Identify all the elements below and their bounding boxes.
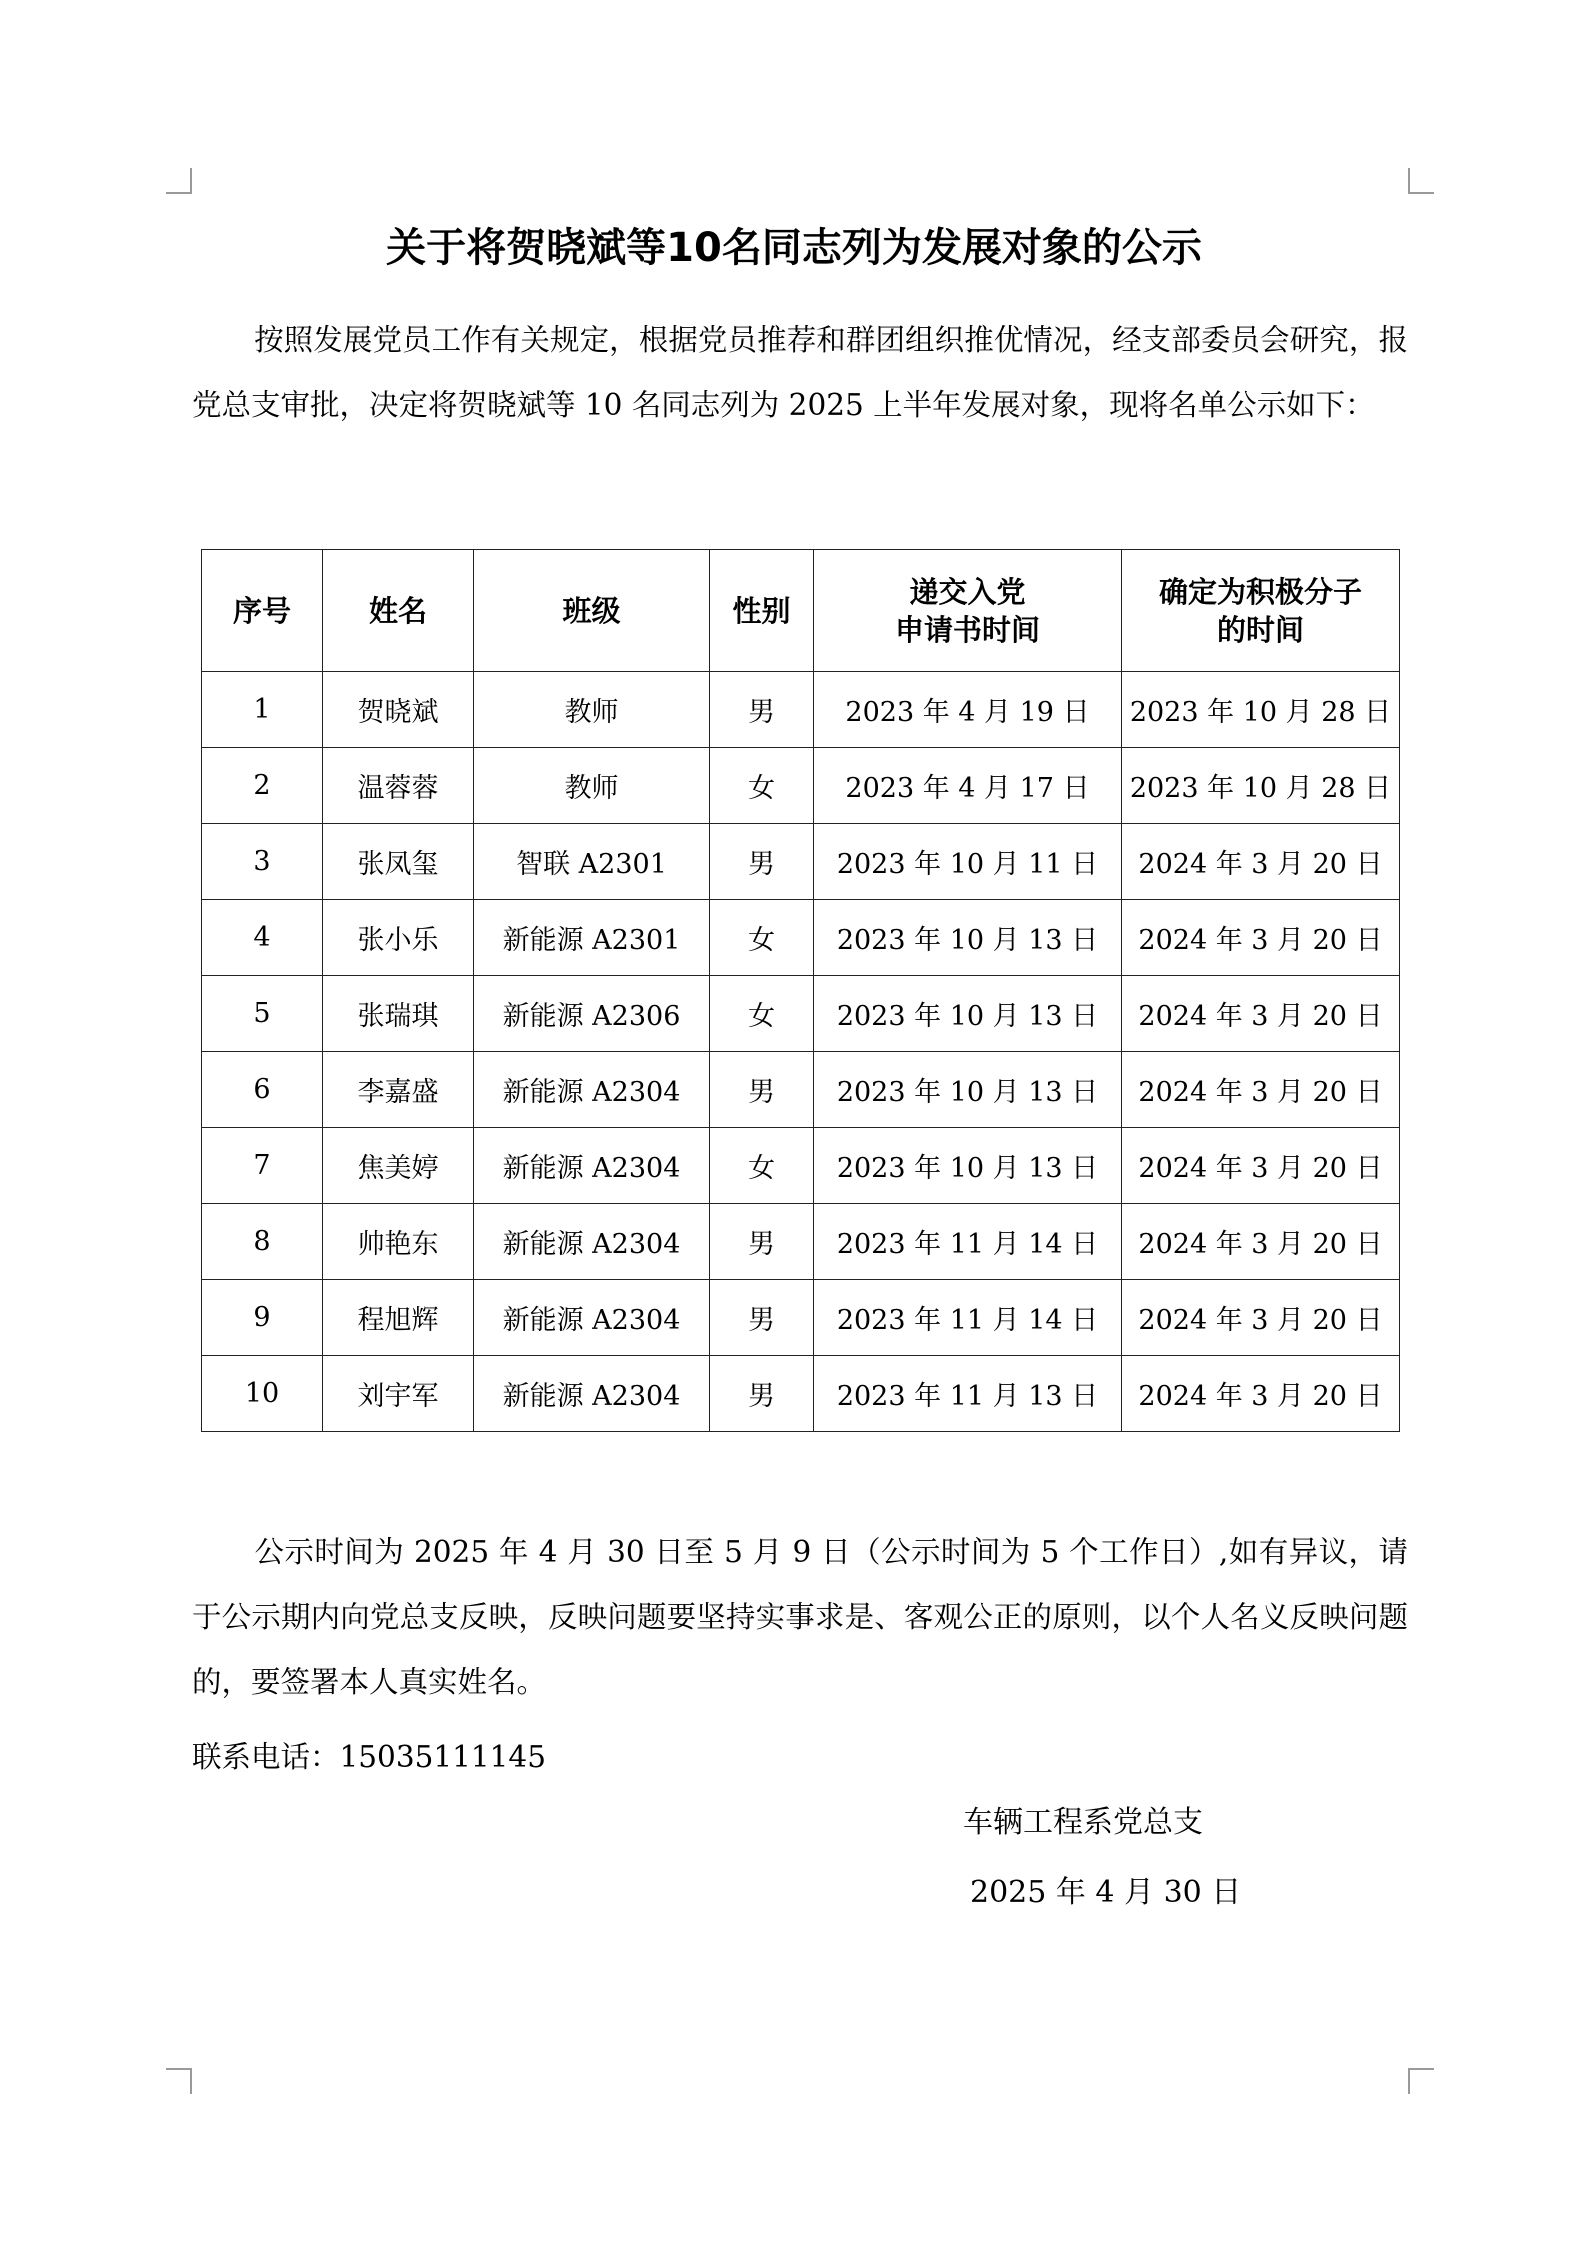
cell-class: 新能源 A2304	[474, 1128, 710, 1204]
cell-seq: 2	[202, 748, 323, 824]
cell-gender: 男	[710, 1052, 814, 1128]
contact-line	[192, 1725, 546, 1790]
cell-name: 帅艳东	[323, 1204, 474, 1280]
header-activist-line2: 的时间	[1216, 612, 1304, 647]
cell-name: 张小乐	[323, 900, 474, 976]
contact-label: 联系电话：	[192, 1740, 340, 1774]
table-row	[202, 900, 1400, 976]
cell-apply: 2023 年 4 月 19 日	[814, 672, 1122, 748]
cell-apply: 2023 年 11 月 13 日	[814, 1356, 1122, 1432]
crop-mark-top-left	[166, 168, 192, 194]
cell-activist: 2024 年 3 月 20 日	[1122, 1128, 1400, 1204]
cell-apply: 2023 年 10 月 13 日	[814, 900, 1122, 976]
cell-seq: 8	[202, 1204, 323, 1280]
table-row	[202, 1052, 1400, 1128]
table-row	[202, 1204, 1400, 1280]
header-gender: 性别	[710, 550, 814, 672]
table-header-row	[202, 550, 1400, 672]
cell-gender: 女	[710, 976, 814, 1052]
intro-text: 按照发展党员工作有关规定，根据党员推荐和群团组织推优情况，经支部委员会研究，报党总支审批，决定将贺晓斌等 10 名同志列为 2025 上半年发展对象，现将名单公示如下：	[192, 323, 1408, 422]
notice-text: 公示时间为 2025 年 4 月 30 日至 5 月 9 日（公示时间为 5 个工作日）,如有异议，请于公示期内向党总支反映，反映问题要坚持实事求是、客观公正的原则，以个人名义反映问题的，要签署本人真实姓名。	[192, 1535, 1408, 1699]
header-apply-line1: 递交入党	[909, 574, 1026, 609]
candidate-table	[201, 549, 1400, 1432]
cell-name: 焦美婷	[323, 1128, 474, 1204]
cell-activist: 2023 年 10 月 28 日	[1122, 672, 1400, 748]
table-row	[202, 1280, 1400, 1356]
cell-apply: 2023 年 11 月 14 日	[814, 1280, 1122, 1356]
cell-class: 教师	[474, 748, 710, 824]
cell-apply: 2023 年 10 月 13 日	[814, 976, 1122, 1052]
cell-seq: 10	[202, 1356, 323, 1432]
cell-seq: 6	[202, 1052, 323, 1128]
table-row	[202, 1356, 1400, 1432]
cell-activist: 2024 年 3 月 20 日	[1122, 976, 1400, 1052]
cell-class: 新能源 A2304	[474, 1204, 710, 1280]
cell-gender: 男	[710, 824, 814, 900]
cell-apply: 2023 年 11 月 14 日	[814, 1204, 1122, 1280]
header-activist-time	[1122, 550, 1400, 672]
cell-class: 新能源 A2304	[474, 1052, 710, 1128]
cell-activist: 2024 年 3 月 20 日	[1122, 1052, 1400, 1128]
cell-gender: 男	[710, 672, 814, 748]
contact-phone: 15035111145	[339, 1740, 546, 1774]
cell-activist: 2024 年 3 月 20 日	[1122, 824, 1400, 900]
cell-seq: 3	[202, 824, 323, 900]
table-row	[202, 1128, 1400, 1204]
table-row	[202, 748, 1400, 824]
header-activist-line1: 确定为积极分子	[1158, 574, 1362, 609]
document-title: 关于将贺晓斌等10名同志列为发展对象的公示	[386, 225, 1202, 271]
cell-name: 程旭辉	[323, 1280, 474, 1356]
cell-seq: 1	[202, 672, 323, 748]
table-body	[202, 672, 1400, 1432]
cell-activist: 2024 年 3 月 20 日	[1122, 900, 1400, 976]
cell-activist: 2024 年 3 月 20 日	[1122, 1204, 1400, 1280]
header-name: 姓名	[323, 550, 474, 672]
header-seq: 序号	[202, 550, 323, 672]
cell-seq: 4	[202, 900, 323, 976]
cell-gender: 女	[710, 900, 814, 976]
cell-name: 刘宇军	[323, 1356, 474, 1432]
crop-mark-top-right	[1408, 168, 1434, 194]
cell-gender: 女	[710, 748, 814, 824]
cell-seq: 7	[202, 1128, 323, 1204]
crop-mark-bottom-right	[1408, 2068, 1434, 2094]
cell-name: 张瑞琪	[323, 976, 474, 1052]
table-row	[202, 976, 1400, 1052]
cell-name: 张凤玺	[323, 824, 474, 900]
header-class: 班级	[474, 550, 710, 672]
cell-apply: 2023 年 10 月 13 日	[814, 1128, 1122, 1204]
cell-gender: 男	[710, 1280, 814, 1356]
cell-activist: 2024 年 3 月 20 日	[1122, 1280, 1400, 1356]
intro-paragraph	[192, 308, 1408, 438]
cell-seq: 5	[202, 976, 323, 1052]
header-apply-line2: 申请书时间	[894, 612, 1040, 647]
signature-org: 车辆工程系党总支	[963, 1805, 1203, 1840]
cell-seq: 9	[202, 1280, 323, 1356]
crop-mark-bottom-left	[166, 2068, 192, 2094]
cell-class: 智联 A2301	[474, 824, 710, 900]
notice-paragraph	[192, 1520, 1408, 1715]
cell-class: 新能源 A2306	[474, 976, 710, 1052]
cell-name: 李嘉盛	[323, 1052, 474, 1128]
cell-gender: 女	[710, 1128, 814, 1204]
cell-name: 温蓉蓉	[323, 748, 474, 824]
signature-date: 2025 年 4 月 30 日	[970, 1875, 1242, 1910]
cell-gender: 男	[710, 1356, 814, 1432]
cell-class: 教师	[474, 672, 710, 748]
cell-activist: 2023 年 10 月 28 日	[1122, 748, 1400, 824]
cell-apply: 2023 年 10 月 13 日	[814, 1052, 1122, 1128]
cell-class: 新能源 A2301	[474, 900, 710, 976]
cell-class: 新能源 A2304	[474, 1280, 710, 1356]
table-row	[202, 824, 1400, 900]
cell-gender: 男	[710, 1204, 814, 1280]
cell-name: 贺晓斌	[323, 672, 474, 748]
cell-class: 新能源 A2304	[474, 1356, 710, 1432]
header-apply-time	[814, 550, 1122, 672]
cell-apply: 2023 年 10 月 11 日	[814, 824, 1122, 900]
cell-apply: 2023 年 4 月 17 日	[814, 748, 1122, 824]
cell-activist: 2024 年 3 月 20 日	[1122, 1356, 1400, 1432]
table-row	[202, 672, 1400, 748]
